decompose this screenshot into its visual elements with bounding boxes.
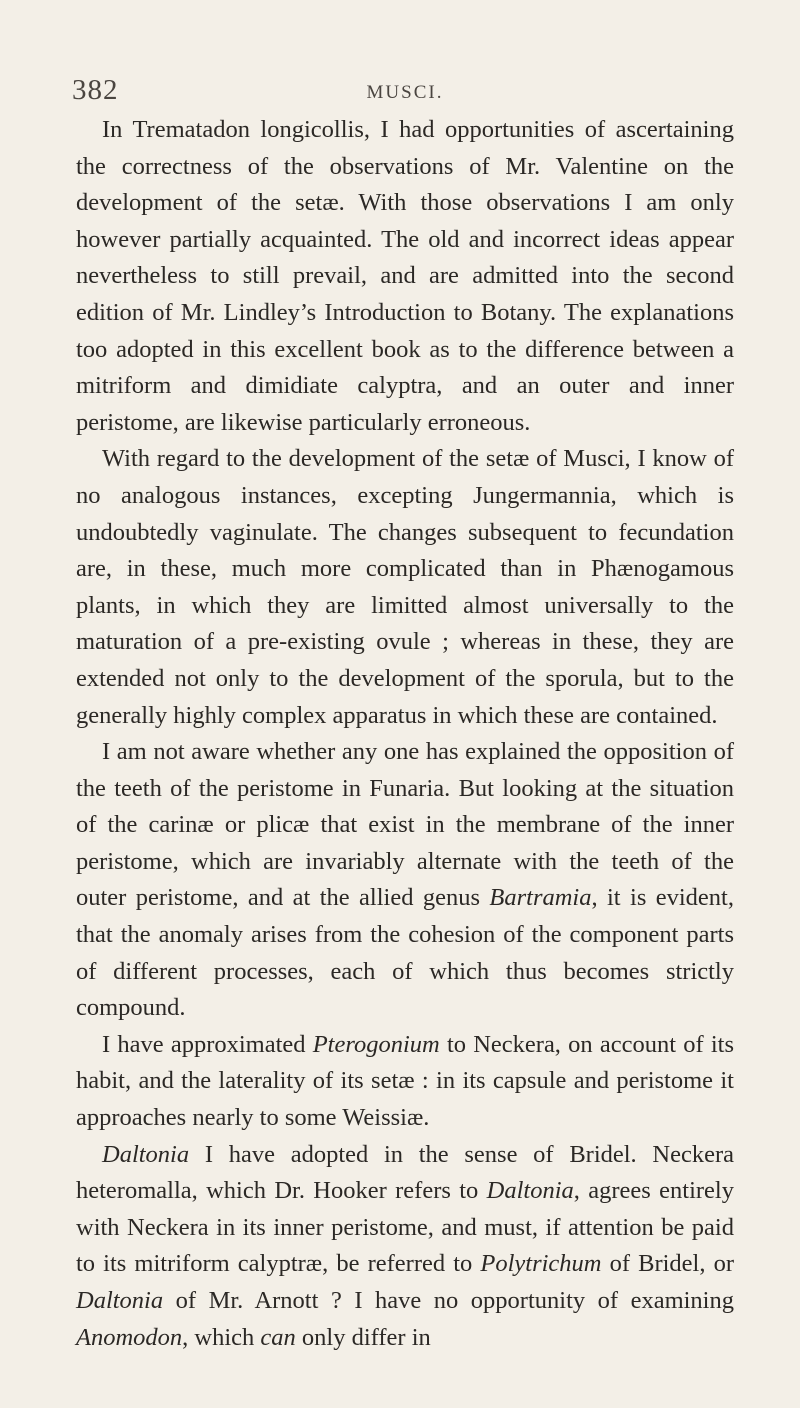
italic-term: Daltonia bbox=[76, 1287, 164, 1314]
text-run: , it is evident, that the anomaly arises from the cohesion of the component parts of different processes, each of which thus becomes strictly compound. bbox=[76, 884, 734, 1022]
paragraph bbox=[76, 1027, 734, 1137]
text-run: only differ in bbox=[295, 1323, 431, 1351]
running-head: MUSCI. bbox=[366, 82, 444, 103]
italic-term: Anomodon bbox=[76, 1323, 183, 1351]
paragraph bbox=[76, 1137, 734, 1357]
page-number: 382 bbox=[72, 74, 119, 106]
paragraph bbox=[76, 734, 734, 1027]
italic-term: Pterogonium bbox=[312, 1030, 440, 1058]
paragraph bbox=[76, 112, 734, 441]
text-run: , which bbox=[182, 1323, 261, 1351]
text-run: , agrees entirely with Neckera in its inner peristome, and must, if attention be paid to its mitriform calyptræ, be referred to bbox=[76, 1177, 734, 1278]
text-run: I am not aware whether any one has explained the opposition of the teeth of the peristome in Funaria. But looking at the situation of the carinæ or plicæ that exist in the membrane of the inner peristome, which are invariably alternate with the teeth of the outer peristome, and at the allied genus bbox=[76, 738, 734, 912]
italic-term: Bartramia bbox=[489, 884, 592, 912]
body-text bbox=[76, 112, 734, 1356]
text-run: of Bridel, or bbox=[601, 1250, 734, 1278]
text-run: I have approximated bbox=[102, 1030, 313, 1058]
text-run: With regard to the development of the setæ of Musci, I know of no analogous instances, excepting Jungermannia, which is undoubtedly vaginulate. The changes subsequent to fecundation are, in these, much more complicated than in Phænogamous plants, in which they are limitted almost universally to the maturation of a pre-existing ovule ; whereas in these, they are extended not only to the development of the sporula, but to the generally highly complex apparatus in which these are contained. bbox=[76, 445, 734, 729]
italic-term: Daltonia bbox=[486, 1177, 574, 1205]
text-run: I have adopted in the sense of Bridel. Neckera heteromalla, which Dr. Hooker refers to bbox=[76, 1140, 734, 1205]
text-run: In Trematadon longicollis, I had opportunities of ascertaining the correctness of the observations of Mr. Valentine on the development of the setæ. With those observations I am only however partially acquainted. The old and incorrect ideas appear nevertheless to still prevail, and are admitted into the second edition of Mr. Lindley’s Introduction to Botany. The explanations too adopted in this excellent book as to the difference between a mitriform and dimidiate calyptra, and an outer and inner peristome, are likewise particularly erroneous. bbox=[76, 116, 734, 436]
text-run: of Mr. Arnott ? I have no opportunity of examining bbox=[163, 1287, 734, 1314]
italic-term: Daltonia bbox=[102, 1140, 190, 1168]
italic-term: can bbox=[260, 1323, 296, 1351]
paragraph bbox=[76, 441, 734, 734]
page-header bbox=[72, 0, 734, 112]
italic-term: Polytrichum bbox=[480, 1250, 602, 1278]
text-run: to Neckera, on account of its habit, and the laterality of its setæ : in its capsule and peristome it approaches nearly to some Weissiæ. bbox=[76, 1030, 734, 1132]
